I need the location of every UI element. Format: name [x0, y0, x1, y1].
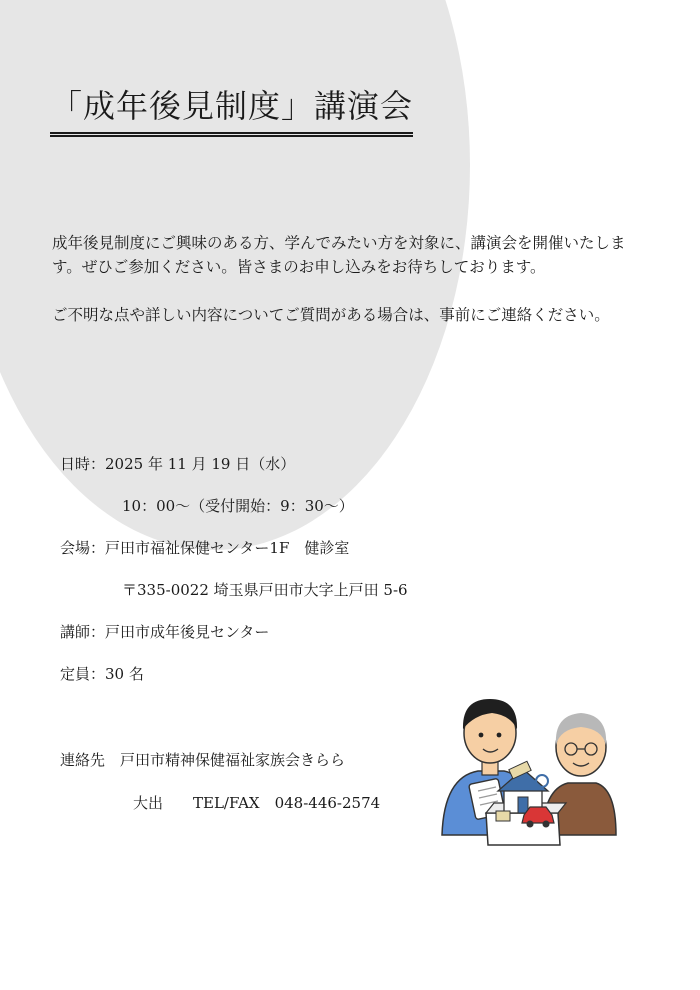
intro-paragraph-1: 成年後見制度にご興味のある方、学んでみたい方を対象に、講演会を開催いたします。ぜひご参加ください。皆さまのお申し込みをお待ちしております。	[52, 234, 626, 276]
capacity-line: 定員：30 名	[60, 665, 144, 683]
address-line: 〒335-0022 埼玉県戸田市大字上戸田 5-6	[122, 581, 408, 599]
advisor-and-elderly-man-with-house-box-icon	[438, 685, 618, 855]
page-title: 「成年後見制度」講演会	[50, 84, 413, 137]
venue-line: 会場：戸田市福祉保健センター1F 健診室	[60, 539, 350, 557]
datetime-line: 日時：2025 年 11 月 19 日（水）	[60, 455, 296, 473]
time-line: 10：00～（受付開始：9：30～）	[122, 497, 354, 515]
intro-text	[52, 231, 642, 327]
contact-person-line: 大出 TEL/FAX 048-446-2574	[133, 794, 381, 812]
intro-paragraph-2: ご不明な点や詳しい内容についてご質問がある場合は、事前にご連絡ください。	[52, 306, 610, 324]
lecturer-line: 講師：戸田市成年後見センター	[60, 623, 270, 641]
contact-line: 連絡先 戸田市精神保健福祉家族会きらら	[60, 751, 346, 769]
